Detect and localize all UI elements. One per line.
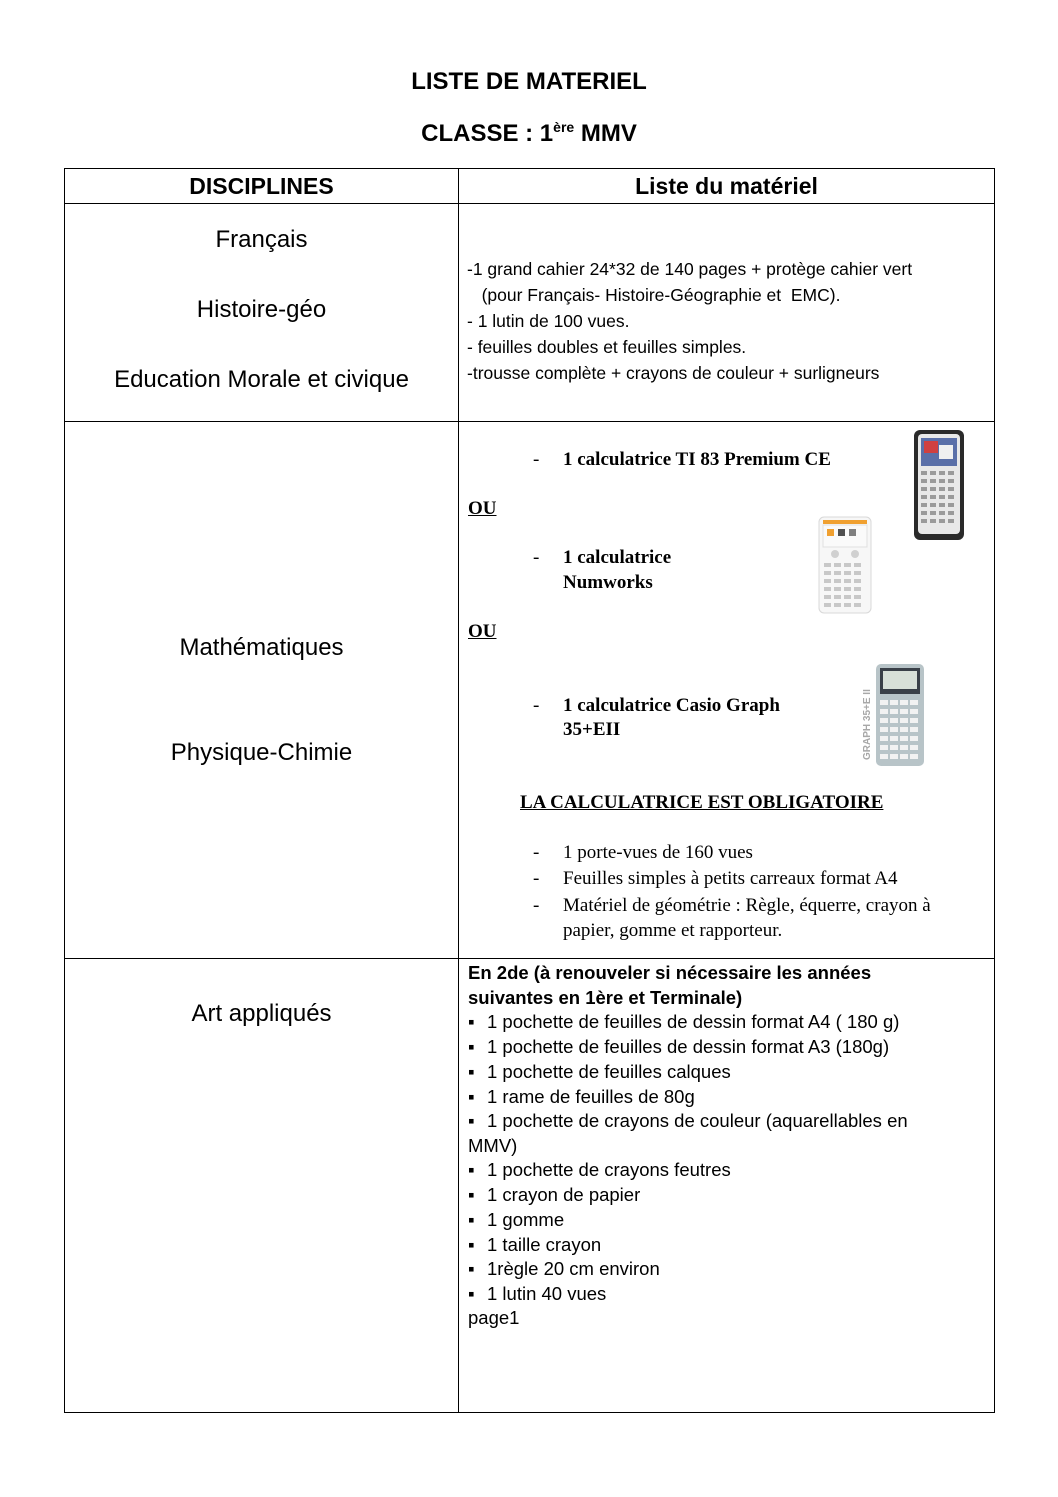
- calc-ti83-label: 1 calculatrice TI 83 Premium CE: [563, 449, 831, 470]
- header-disciplines: DISCIPLINES: [189, 173, 334, 199]
- list-item: ▪ 1règle 20 cm environ: [468, 1257, 660, 1282]
- list-item: ▪ 1 gomme: [468, 1208, 564, 1233]
- list-item: ▪ 1 pochette de crayons feutres: [468, 1158, 731, 1183]
- bullet-icon: ▪: [468, 1061, 475, 1082]
- list-dash: -: [533, 868, 540, 889]
- table-border-right: [994, 168, 995, 1413]
- list-item: papier, gomme et rapporteur.: [563, 920, 783, 941]
- table-border-left: [64, 168, 65, 1413]
- class-suffix: MMV: [574, 120, 637, 147]
- class-title: [0, 119, 1058, 148]
- list-dash: -: [533, 895, 540, 916]
- or-separator: OU: [468, 498, 497, 519]
- bullet-icon: ▪: [468, 1184, 475, 1205]
- list-item: - 1 lutin de 100 vues.: [467, 311, 630, 331]
- list-item: -1 grand cahier 24*32 de 140 pages + protège cahier vert: [467, 259, 913, 279]
- list-dash: -: [533, 695, 540, 716]
- discipline-francais: Français: [215, 226, 308, 253]
- list-dash: -: [533, 842, 540, 863]
- table-header-divider: [64, 203, 995, 204]
- table-border-bottom: [64, 1412, 995, 1413]
- list-item: ▪ 1 pochette de feuilles calques: [468, 1060, 731, 1085]
- calculator-mandatory-notice: LA CALCULATRICE EST OBLIGATOIRE: [520, 792, 884, 813]
- arts-intro-2: suivantes en 1ère et Terminale): [468, 987, 743, 1008]
- bullet-icon: ▪: [468, 1036, 475, 1057]
- list-item: 1 porte-vues de 160 vues: [563, 842, 753, 863]
- casio-calculator-image: [858, 660, 928, 768]
- list-item: ▪ 1 rame de feuilles de 80g: [468, 1085, 695, 1110]
- bullet-icon: ▪: [468, 1258, 475, 1279]
- list-item: (pour Français- Histoire-Géographie et EMC).: [467, 285, 841, 305]
- table-row-divider: [64, 958, 995, 959]
- list-item: -trousse complète + crayons de couleur + surligneurs: [467, 363, 880, 383]
- list-item: ▪ 1 pochette de feuilles de dessin format A4 ( 180 g): [468, 1010, 899, 1035]
- list-item-continuation: MMV): [468, 1135, 518, 1156]
- list-item: - feuilles doubles et feuilles simples.: [467, 337, 747, 357]
- list-item: Matériel de géométrie : Règle, équerre, crayon à: [563, 895, 931, 916]
- header-materiel: Liste du matériel: [635, 173, 818, 199]
- class-prefix: CLASSE : 1: [421, 120, 554, 147]
- table-border-top: [64, 168, 995, 169]
- ti83-calculator-image: [913, 429, 965, 541]
- bullet-icon: ▪: [468, 1086, 475, 1107]
- or-separator: OU: [468, 621, 497, 642]
- calc-casio-label: 1 calculatrice Casio Graph: [563, 695, 780, 716]
- discipline-arts-appliques: Art appliqués: [191, 1000, 332, 1027]
- list-item: ▪ 1 taille crayon: [468, 1233, 601, 1258]
- discipline-emc: Education Morale et civique: [114, 366, 409, 393]
- discipline-mathematiques: Mathématiques: [179, 634, 344, 661]
- page-title: LISTE DE MATERIEL: [411, 68, 647, 95]
- list-item: ▪ 1 pochette de feuilles de dessin format A3 (180g): [468, 1035, 889, 1060]
- bullet-icon: ▪: [468, 1283, 475, 1304]
- arts-intro: En 2de (à renouveler si nécessaire les années: [468, 962, 872, 983]
- table-column-divider: [458, 168, 459, 1413]
- bullet-icon: ▪: [468, 1011, 475, 1032]
- list-dash: -: [533, 449, 540, 470]
- calc-casio-label-2: 35+EII: [563, 719, 621, 740]
- table-row-divider: [64, 421, 995, 422]
- page-label: page1: [468, 1307, 520, 1328]
- bullet-icon: ▪: [468, 1234, 475, 1255]
- list-item: ▪ 1 lutin 40 vues: [468, 1282, 606, 1307]
- calc-numworks-label-2: Numworks: [563, 572, 653, 593]
- bullet-icon: ▪: [468, 1110, 475, 1131]
- bullet-icon: ▪: [468, 1159, 475, 1180]
- discipline-physique-chimie: Physique-Chimie: [170, 739, 353, 766]
- list-item: ▪ 1 pochette de crayons de couleur (aquarellables en: [468, 1109, 908, 1134]
- calc-numworks-label: 1 calculatrice: [563, 547, 672, 568]
- list-item: Feuilles simples à petits carreaux format A4: [563, 868, 898, 889]
- bullet-icon: ▪: [468, 1209, 475, 1230]
- discipline-histoire-geo: Histoire-géo: [196, 296, 327, 323]
- list-dash: -: [533, 547, 540, 568]
- list-item: ▪ 1 crayon de papier: [468, 1183, 640, 1208]
- class-superscript: ère: [553, 119, 575, 135]
- numworks-calculator-image: [818, 516, 872, 614]
- casio-model-label: GRAPH 35+E II: [862, 689, 873, 760]
